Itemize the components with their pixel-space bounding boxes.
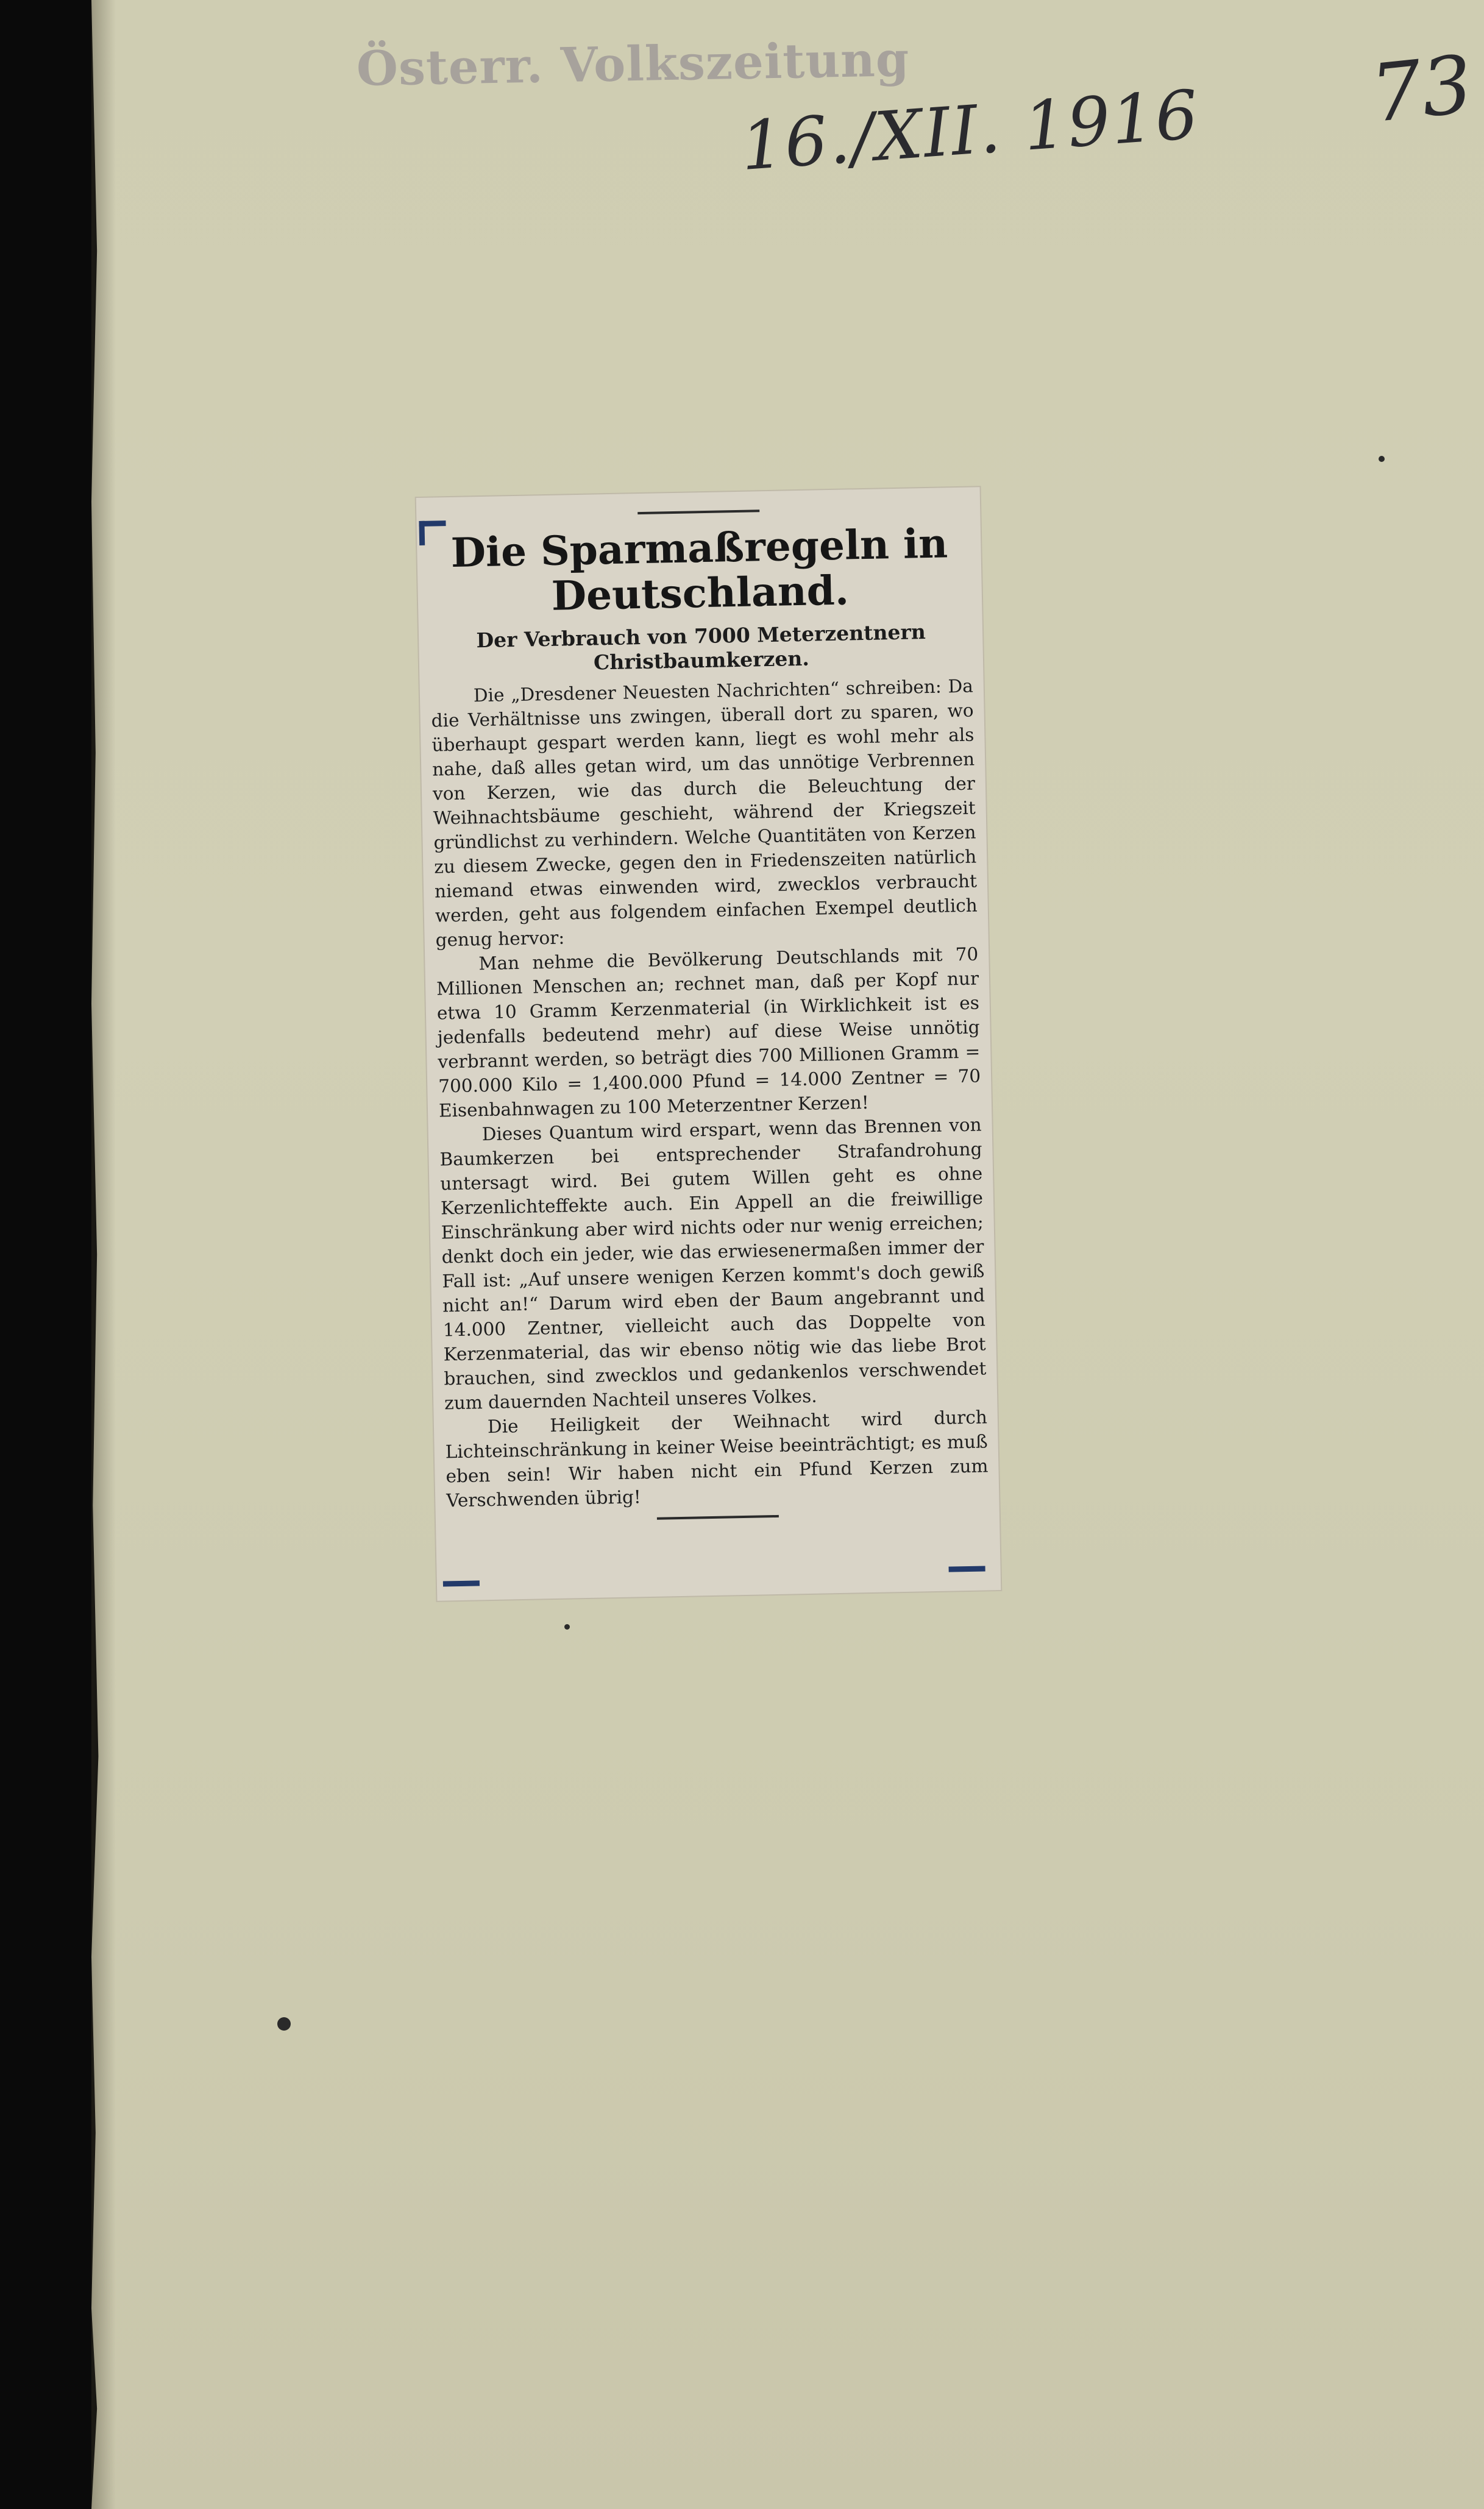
article-paragraph: Die „Dresdener Neuesten Nachrichten“ schreiben: Da die Verhältnisse uns zwingen, überall dort zu sparen, wo überhaupt gespart werden kann, liegt es wohl mehr als nahe, daß alles getan wird, um das unnötige Verbrennen von Kerzen, wie das durch die Beleuchtung der Weihnachtsbäume geschieht, während der Kriegszeit gründlichst zu verhindern. Welche Quantitäten von Kerzen zu diesem Zwecke, gegen den in Friedenszeiten natürlich niemand etwas einwenden wird, zwecklos verbraucht werden, geht aus folgendem einfachen Exempel deutlich genug hervor: (431, 675, 978, 951)
paper-speck (1379, 456, 1385, 462)
newspaper-clipping (416, 487, 1001, 1600)
bottom-rule (657, 1515, 779, 1520)
article-paragraph: Man nehme die Bevölkerung Deutschlands mit 70 Millionen Menschen an; rechnet man, daß per Kopf nur etwa 10 Gramm Kerzenmaterial (in Wirklichkeit ist es jedenfalls bedeutend mehr) auf diese Weise unnötig verbrannt werden, so beträgt dies 700 Millionen Gramm = 700.000 Kilo = 1,400.000 Pfund = 14.000 Zentner = 70 Eisenbahnwagen zu 100 Meterzentner Kerzen! (436, 943, 981, 1121)
newspaper-stamp: Österr. Volkszeitung (356, 32, 911, 97)
paper-speck (564, 1624, 570, 1630)
clipping-content (427, 506, 989, 1524)
article-paragraph: Die Heiligkeit der Weihnacht wird durch Lichteinschränkung in keiner Weise beeinträchtigt; es muß eben sein! Wir haben nicht ein Pfund Kerzen zum Verschwenden übrig! (445, 1407, 989, 1511)
top-rule (637, 509, 759, 514)
handwritten-date: 16./XII. 1916 (738, 75, 1202, 186)
sheet-edge-shadow (91, 0, 116, 2509)
article-subhead: Der Verbrauch von 7000 Meterzentnern Christbaumkerzen. (476, 620, 926, 675)
article-paragraph: Dieses Quantum wird erspart, wenn das Brennen von Baumkerzen bei entsprechender Strafandrohung untersagt wird. Bei gutem Willen geht es ohne Kerzenlichteffekte auch. Ein Appell an die freiwillige Einschränkung aber wird nichts oder nur wenig erreichen; denkt doch ein jeder, wie das erwiesenermaßen immer der Fall ist: „Auf unsere wenigen Kerzen kommt's doch gewiß nicht an!“ Darum wird eben der Baum angebrannt und 14.000 Zentner, vielleicht auch das Doppelte von Kerzenmaterial, das wir ebenso nötig wie das liebe Brot brauchen, sind zwecklos und gedankenlos verschwendet zum dauernden Nachteil unseres Volkes. (439, 1114, 987, 1414)
blue-pencil-mark-left (419, 521, 425, 545)
blue-pencil-mark-bottom-left (443, 1580, 480, 1586)
article-headline: Die Sparmaßregeln in Deutschland. (450, 519, 948, 620)
paper-speck (277, 2017, 291, 2031)
article-body (431, 674, 989, 1513)
blue-pencil-mark-bottom-right (949, 1566, 985, 1572)
folio-number: 73 (1366, 37, 1477, 141)
